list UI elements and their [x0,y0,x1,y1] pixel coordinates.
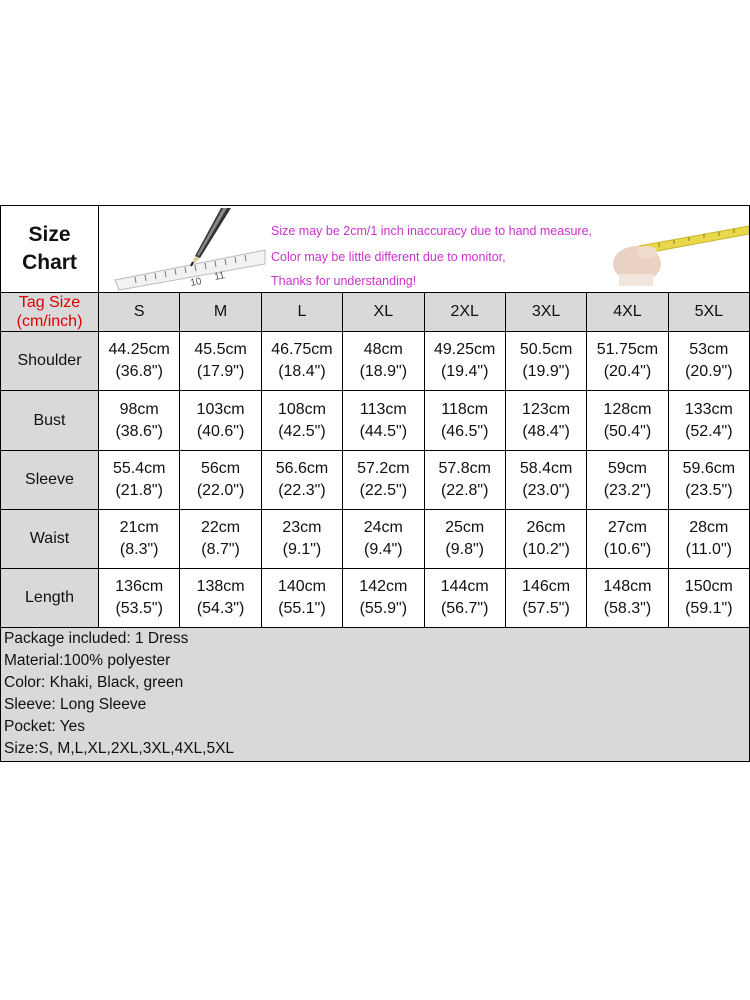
inch-value: (55.1") [278,599,326,617]
inch-value: (48.4") [522,422,570,440]
inch-value: (22.0") [196,481,245,499]
cm-value: 28cm [689,518,729,536]
cm-value: 113cm [359,400,407,418]
measurement-cell [343,450,424,509]
cm-value: 138cm [196,577,245,595]
size-header-row [1,293,750,332]
measurement-cell [343,509,424,568]
inch-value: (17.9") [196,363,245,381]
inch-value: (10.6") [603,540,652,558]
cm-value: 150cm [684,577,733,595]
cm-value: 25cm [445,518,485,536]
inch-value: (10.2") [522,540,570,558]
cm-value: 103cm [196,400,245,418]
measurement-cell [261,332,342,391]
banner [99,206,749,292]
note-package: Package included: 1 Dress [4,630,189,647]
inch-value: (40.6") [196,422,245,440]
cm-value: 108cm [277,400,326,418]
note-pocket: Pocket: Yes [4,718,86,735]
inch-value: (20.9") [685,363,733,381]
product-notes [0,628,750,762]
cm-value: 123cm [522,400,571,418]
measurement-cell [99,391,180,450]
inch-value: (55.9") [359,599,408,617]
measurement-cell [505,568,586,627]
cm-value: 98cm [119,400,159,418]
measurement-cell [99,450,180,509]
measurement-row-length [1,568,750,627]
size-table [0,205,750,628]
measurement-row-shoulder [1,332,750,391]
inch-value: (11.0") [685,540,732,558]
inch-value: (9.1") [282,540,322,558]
cm-value: 144cm [440,577,489,595]
measurement-label: Length [1,568,99,627]
cm-value: 46.75cm [271,341,333,359]
inch-value: (46.5") [440,422,489,440]
cm-value: 48cm [363,341,403,359]
cm-value: 59.6cm [682,459,736,477]
measurement-cell [424,391,505,450]
measurement-cell [668,450,749,509]
size-header: L [261,293,342,332]
cm-value: 55.4cm [112,459,166,477]
size-header: S [99,293,180,332]
inch-value: (52.4") [685,422,733,440]
cm-value: 44.25cm [108,341,170,359]
inch-value: (59.1") [685,599,733,617]
cm-value: 118cm [441,400,489,418]
note-color: Color: Khaki, Black, green [4,674,184,691]
banner-line-1: Size may be 2cm/1 inch inaccuracy due to hand measure, [271,224,593,239]
measurement-cell [99,509,180,568]
cm-value: 58.4cm [519,459,573,477]
banner-line-3: Thanks for understanding! [271,274,417,289]
svg-text:11: 11 [213,270,226,284]
measurement-cell [180,509,261,568]
cm-value: 56.6cm [275,459,329,477]
measurement-cell [505,391,586,450]
inch-value: (19.4") [440,363,489,381]
measurement-cell [668,568,749,627]
inch-value: (18.9") [359,363,408,381]
inch-value: (22.8") [440,481,489,499]
measurement-cell [261,568,342,627]
cm-value: 24cm [363,518,403,536]
inch-value: (8.7") [201,540,240,558]
measurement-cell [587,332,668,391]
cm-value: 23cm [282,518,322,536]
measurement-cell [99,332,180,391]
measurement-cell [343,332,424,391]
inch-value: (19.9") [522,363,570,381]
cm-value: 57.8cm [438,459,491,477]
measurement-cell [180,568,261,627]
measurement-cell [587,568,668,627]
cm-value: 51.75cm [596,341,659,359]
inch-value: (22.5") [359,481,408,499]
tag-size-line-2: (cm/inch) [16,313,83,331]
inch-value: (9.4") [364,540,403,558]
measurement-cell [261,391,342,450]
inch-value: (53.5") [115,599,163,617]
measurement-cell [261,509,342,568]
cm-value: 21cm [119,518,159,536]
measurement-row-waist [1,509,750,568]
note-sleeve: Sleeve: Long Sleeve [4,696,147,713]
cm-value: 22cm [201,518,241,536]
tape-measure-icon [599,216,749,286]
measurement-cell [180,332,261,391]
inch-value: (23.0") [522,481,570,499]
cm-value: 56cm [201,459,241,477]
inch-value: (50.4") [603,422,652,440]
inch-value: (58.3") [603,599,652,617]
cm-value: 133cm [684,400,733,418]
cm-value: 128cm [603,400,652,418]
measurement-cell [505,332,586,391]
cm-value: 49.25cm [434,341,496,359]
measurement-cell [424,509,505,568]
inch-value: (42.5") [278,422,326,440]
size-header: XL [343,293,424,332]
inch-value: (20.4") [603,363,652,381]
inch-value: (57.5") [522,599,570,617]
svg-text:10: 10 [189,276,203,290]
size-chart-title [1,206,99,293]
measurement-cell [424,568,505,627]
note-material: Material:100% polyester [4,652,171,669]
inch-value: (21.8") [115,481,163,499]
cm-value: 27cm [607,518,647,536]
measurement-cell [343,391,424,450]
size-header: 3XL [505,293,586,332]
cm-value: 26cm [526,518,566,536]
inch-value: (8.3") [119,540,159,558]
pencil-ruler-icon [105,206,270,292]
inch-value: (44.5") [359,422,408,440]
measurement-cell [587,450,668,509]
size-header: M [180,293,261,332]
title-line-1: Size [28,223,71,247]
measurement-cell [505,450,586,509]
size-chart [0,205,750,763]
measurement-cell [505,509,586,568]
inch-value: (56.7") [440,599,489,617]
cm-value: 45.5cm [194,341,247,359]
cm-value: 50.5cm [519,341,573,359]
cm-value: 142cm [359,577,408,595]
cm-value: 57.2cm [357,459,410,477]
tag-size-label [1,293,99,332]
measurement-cell [668,391,749,450]
inch-value: (18.4") [278,363,326,381]
note-sizes: Size:S, M,L,XL,2XL,3XL,4XL,5XL [4,740,235,757]
measurement-row-bust [1,391,750,450]
inch-value: (22.3") [278,481,326,499]
cm-value: 59cm [607,459,647,477]
tag-size-line-1: Tag Size [18,294,81,312]
inch-value: (23.5") [685,481,733,499]
size-header: 4XL [587,293,668,332]
inch-value: (23.2") [603,481,652,499]
cm-value: 140cm [277,577,326,595]
measurement-cell [424,450,505,509]
measurement-cell [99,568,180,627]
banner-cell [99,206,750,293]
measurement-label: Sleeve [1,450,99,509]
measurement-label: Shoulder [1,332,99,391]
measurement-cell [668,332,749,391]
measurement-cell [587,391,668,450]
size-header: 5XL [668,293,749,332]
measurement-cell [180,391,261,450]
measurement-cell [424,332,505,391]
header-banner-row [1,206,750,293]
title-line-2: Chart [22,251,77,275]
measurement-cell [587,509,668,568]
measurement-cell [261,450,342,509]
cm-value: 53cm [689,341,729,359]
measurement-cell [668,509,749,568]
cm-value: 146cm [522,577,571,595]
inch-value: (38.6") [115,422,163,440]
cm-value: 148cm [603,577,652,595]
measurement-label: Waist [1,509,99,568]
measurement-cell [180,450,261,509]
measurement-label: Bust [1,391,99,450]
inch-value: (54.3") [196,599,245,617]
banner-line-2: Color may be little different due to monitor, [271,250,506,265]
cm-value: 136cm [115,577,164,595]
inch-value: (36.8") [115,363,163,381]
size-header: 2XL [424,293,505,332]
inch-value: (9.8") [445,540,484,558]
measurement-cell [343,568,424,627]
measurement-row-sleeve [1,450,750,509]
